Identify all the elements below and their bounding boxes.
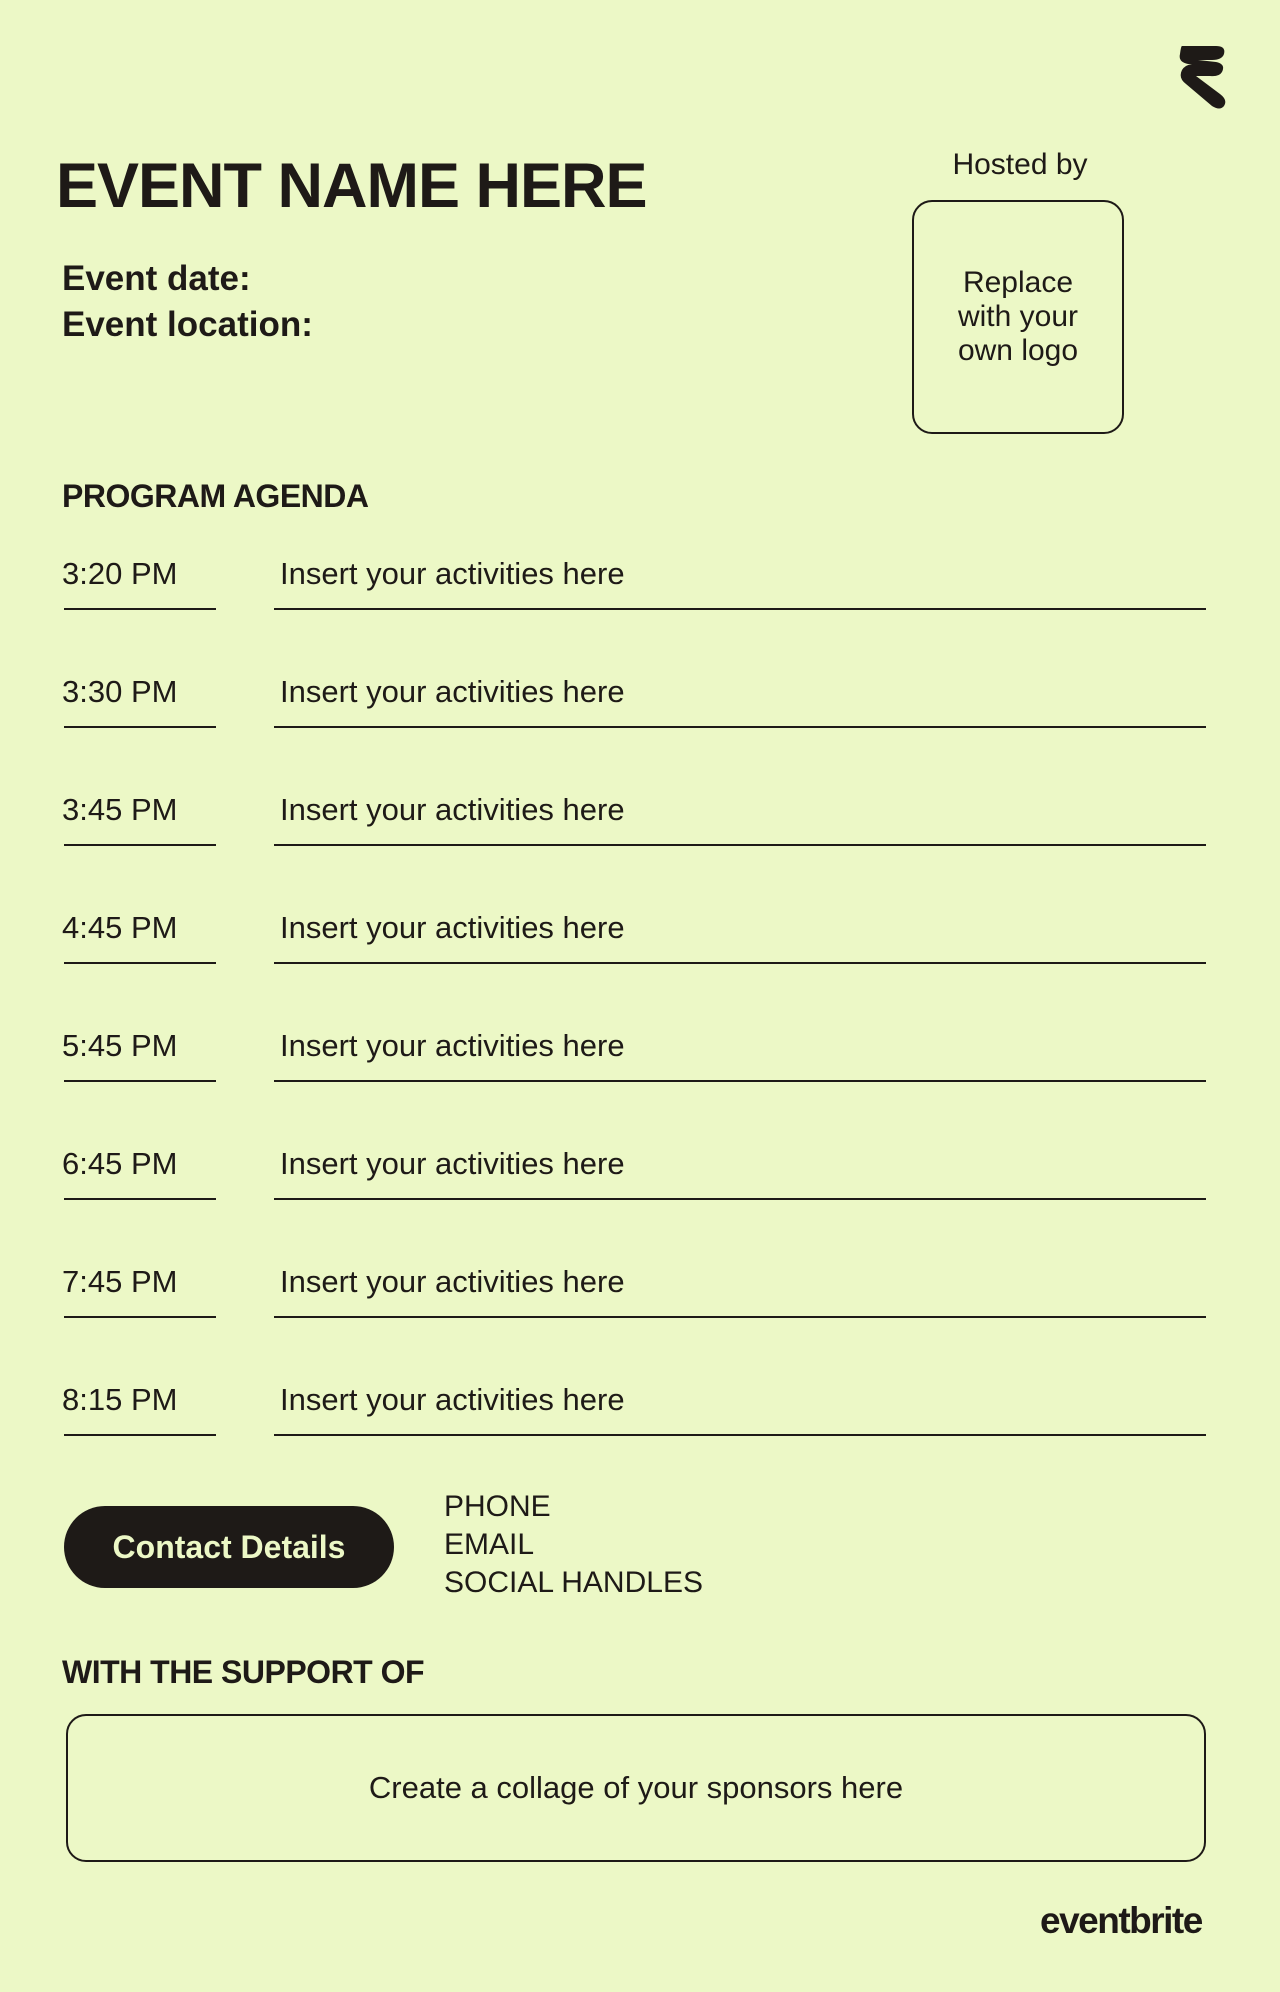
agenda-time: 3:20 PM <box>62 556 178 591</box>
agenda-row <box>62 1324 1206 1442</box>
agenda-row <box>62 616 1206 734</box>
agenda-row <box>62 1088 1206 1206</box>
agenda-time: 3:45 PM <box>62 792 178 827</box>
agenda-time: 5:45 PM <box>62 1028 178 1063</box>
host-logo-placeholder <box>912 200 1124 434</box>
agenda-time-line <box>64 1434 216 1436</box>
agenda-activity-line <box>274 1434 1206 1436</box>
agenda-heading: PROGRAM AGENDA <box>62 478 369 514</box>
agenda-activity-line <box>274 1198 1206 1200</box>
agenda-time-line <box>64 962 216 964</box>
agenda-time: 3:30 PM <box>62 674 178 709</box>
agenda-activity: Insert your activities here <box>280 674 625 709</box>
agenda-time-line <box>64 1198 216 1200</box>
eventbrite-icon <box>1176 40 1232 110</box>
event-meta <box>62 256 313 348</box>
agenda-activity: Insert your activities here <box>280 1382 625 1417</box>
eventbrite-logo: eventbrite <box>1040 1900 1202 1941</box>
agenda-time-line <box>64 1080 216 1082</box>
agenda-time-line <box>64 608 216 610</box>
agenda-activity-line <box>274 1316 1206 1318</box>
sponsor-placeholder-text: Create a collage of your sponsors here <box>368 1770 904 1805</box>
agenda-activity: Insert your activities here <box>280 556 625 591</box>
agenda-time: 8:15 PM <box>62 1382 178 1417</box>
agenda-activity-line <box>274 1080 1206 1082</box>
agenda-row <box>62 1206 1206 1324</box>
agenda-time: 6:45 PM <box>62 1146 178 1181</box>
contact-email: EMAIL <box>444 1528 535 1561</box>
contact-details-button[interactable]: Contact Details <box>64 1506 394 1588</box>
agenda-time-line <box>64 726 216 728</box>
agenda-activity-line <box>274 844 1206 846</box>
agenda-activity-line <box>274 962 1206 964</box>
event-title: EVENT NAME HERE <box>56 151 647 221</box>
event-location-label: Event location: <box>62 305 313 344</box>
agenda-activity: Insert your activities here <box>280 1146 625 1181</box>
agenda-time: 4:45 PM <box>62 910 178 945</box>
agenda-activity: Insert your activities here <box>280 1028 625 1063</box>
contact-social-handles: SOCIAL HANDLES <box>444 1566 703 1599</box>
hosted-by-label: Hosted by <box>952 148 1088 181</box>
agenda-activity: Insert your activities here <box>280 1264 625 1299</box>
event-date-label: Event date: <box>62 259 251 298</box>
contact-phone: PHONE <box>444 1490 551 1523</box>
support-heading: WITH THE SUPPORT OF <box>62 1654 425 1690</box>
sponsor-collage-placeholder <box>66 1714 1206 1862</box>
agenda-time: 7:45 PM <box>62 1264 178 1299</box>
contact-list <box>444 1488 703 1602</box>
agenda-activity: Insert your activities here <box>280 792 625 827</box>
agenda-time-line <box>64 844 216 846</box>
agenda-activity-line <box>274 726 1206 728</box>
agenda-activity-line <box>274 608 1206 610</box>
host-logo-placeholder-text: Replace with your own logo <box>957 266 1079 367</box>
agenda-row <box>62 970 1206 1088</box>
agenda-activity: Insert your activities here <box>280 910 625 945</box>
agenda-time-line <box>64 1316 216 1318</box>
agenda-row <box>62 852 1206 970</box>
agenda-row <box>62 734 1206 852</box>
agenda-row <box>62 498 1206 616</box>
